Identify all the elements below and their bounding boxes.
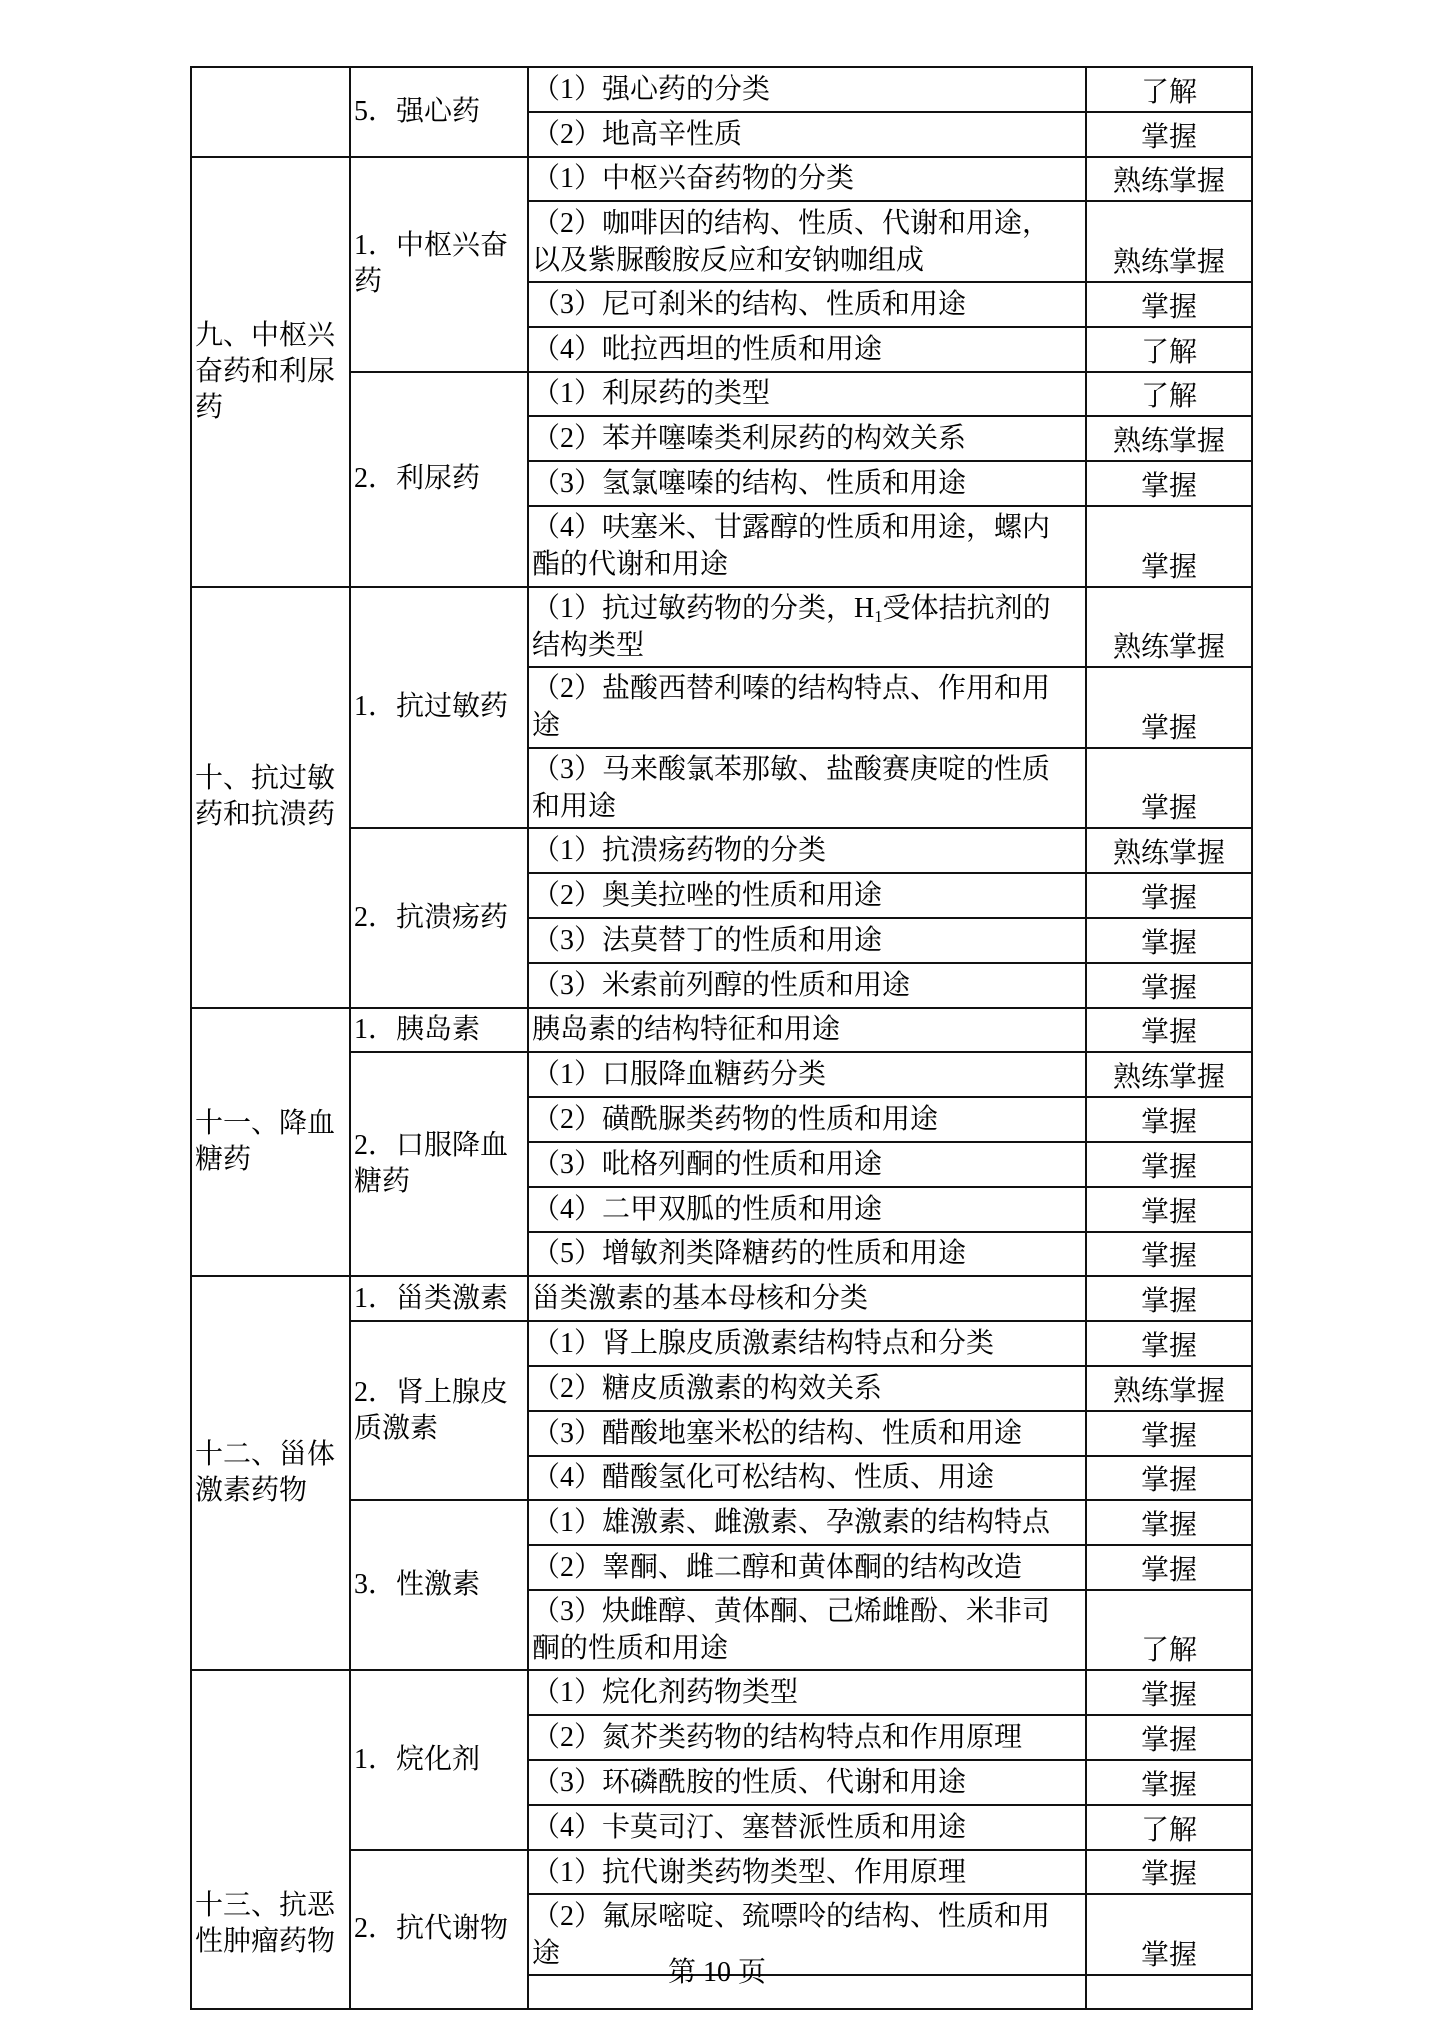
topic-line: （2）睾酮、雌二醇和黄体酮的结构改造 xyxy=(532,1551,1023,1583)
topic-cell xyxy=(528,201,1086,282)
topic-line: 结构类型 xyxy=(532,629,645,661)
subsection-cell xyxy=(350,1670,528,1849)
topic-cell xyxy=(528,1590,1086,1671)
topic-line: （3）炔雌醇、黄体酮、己烯雌酚、米非司 xyxy=(532,1596,1051,1628)
topic-cell xyxy=(528,1366,1086,1411)
subsection-name-line: 2．抗溃疡药 xyxy=(354,901,509,933)
level-cell xyxy=(1086,1142,1252,1187)
topic-line: （3）环磷酰胺的性质、代谢和用途 xyxy=(532,1766,967,1798)
subsection-cell xyxy=(350,67,528,157)
topic-cell xyxy=(528,157,1086,202)
topic-line: （2）苯并噻嗪类利尿药的构效关系 xyxy=(532,423,967,455)
level-cell xyxy=(1086,372,1252,417)
section-cell xyxy=(191,157,350,587)
topic-cell xyxy=(528,587,1086,668)
topic-line: （3）马来酸氯苯那敏、盐酸赛庚啶的性质 xyxy=(532,754,1051,786)
level-cell xyxy=(1086,327,1252,372)
page-number: 第 10 页 xyxy=(667,1957,766,1988)
mastery-level: 掌握 xyxy=(1140,1196,1197,1228)
section-cell xyxy=(191,1008,350,1277)
topic-line: （1）雄激素、雌激素、孕激素的结构特点 xyxy=(532,1507,1051,1539)
topic-line: 甾类激素的基本母核和分类 xyxy=(532,1283,869,1315)
subsection-name-line: 1．烷化剂 xyxy=(354,1744,481,1776)
section-title-line: 十三、抗恶 xyxy=(195,1890,336,1922)
table-row xyxy=(191,157,1252,202)
level-cell xyxy=(1086,1321,1252,1366)
mastery-level: 掌握 xyxy=(1140,1286,1197,1318)
topic-cell xyxy=(528,1760,1086,1805)
mastery-level: 掌握 xyxy=(1140,1330,1197,1362)
mastery-level: 熟练掌握 xyxy=(1112,426,1225,458)
syllabus-table xyxy=(190,66,1253,2010)
topic-cell xyxy=(528,1187,1086,1232)
topic-line: 酮的性质和用途 xyxy=(532,1633,729,1665)
mastery-level: 熟练掌握 xyxy=(1112,1062,1225,1094)
topic-line: （3）氢氯噻嗪的结构、性质和用途 xyxy=(532,468,967,500)
topic-cell xyxy=(528,1232,1086,1277)
mastery-level: 掌握 xyxy=(1140,927,1197,959)
table-row xyxy=(191,1500,1252,1545)
level-cell xyxy=(1086,1097,1252,1142)
level-cell xyxy=(1086,157,1252,202)
section-title-line: 激素药物 xyxy=(195,1475,308,1507)
level-cell xyxy=(1086,1500,1252,1545)
topic-cell xyxy=(528,1276,1086,1321)
subsection-cell xyxy=(350,157,528,372)
level-cell xyxy=(1086,1850,1252,1895)
topic-line: （2）磺酰脲类药物的性质和用途 xyxy=(532,1104,939,1136)
mastery-level: 掌握 xyxy=(1140,1554,1197,1586)
mastery-level: 掌握 xyxy=(1140,1940,1197,1972)
topic-cell xyxy=(528,1052,1086,1097)
topic-line: （2）盐酸西替利嗪的结构特点、作用和用 xyxy=(532,673,1051,705)
mastery-level: 掌握 xyxy=(1140,1725,1197,1757)
level-cell xyxy=(1086,1366,1252,1411)
subsection-cell xyxy=(350,1008,528,1053)
level-cell xyxy=(1086,1715,1252,1760)
mastery-level: 掌握 xyxy=(1140,712,1197,744)
mastery-level: 掌握 xyxy=(1140,291,1197,323)
subsection-name-line: 2．利尿药 xyxy=(354,463,481,495)
level-cell xyxy=(1086,461,1252,506)
mastery-level: 熟练掌握 xyxy=(1112,166,1225,198)
subscript-text: 1 xyxy=(874,606,883,626)
table-row xyxy=(191,1850,1252,1895)
subsection-cell xyxy=(350,1321,528,1500)
subsection-name-line: 1．抗过敏药 xyxy=(354,691,509,723)
topic-line: （2）糖皮质激素的构效关系 xyxy=(532,1372,883,1404)
mastery-level: 掌握 xyxy=(1140,470,1197,502)
topic-line: （2）氟尿嘧啶、巯嘌呤的结构、性质和用 xyxy=(532,1900,1051,1932)
level-cell xyxy=(1086,1545,1252,1590)
level-cell xyxy=(1086,1805,1252,1850)
topic-cell xyxy=(528,1545,1086,1590)
mastery-level: 了解 xyxy=(1140,1814,1197,1846)
level-cell xyxy=(1086,587,1252,668)
table-row xyxy=(191,372,1252,417)
topic-line: 和用途 xyxy=(532,791,617,823)
mastery-level: 掌握 xyxy=(1140,121,1197,153)
level-cell xyxy=(1086,1052,1252,1097)
level-cell xyxy=(1086,1008,1252,1053)
table-row xyxy=(191,828,1252,873)
level-cell xyxy=(1086,1276,1252,1321)
topic-cell xyxy=(528,1670,1086,1715)
mastery-level: 掌握 xyxy=(1140,1106,1197,1138)
topic-line: （1）抗溃疡药物的分类 xyxy=(532,835,827,867)
table-row xyxy=(191,1052,1252,1097)
level-cell xyxy=(1086,918,1252,963)
topic-line: （1）口服降血糖药分类 xyxy=(532,1059,827,1091)
topic-line: 酯的代谢和用途 xyxy=(532,549,729,581)
topic-cell xyxy=(528,1411,1086,1456)
text-segment: 受体拮抗剂的 xyxy=(882,592,1051,624)
subsection-name-line: 2．抗代谢物 xyxy=(354,1913,509,1945)
mastery-level: 掌握 xyxy=(1140,882,1197,914)
subsection-name-line: 质激素 xyxy=(354,1412,439,1444)
topic-line: （2）咖啡因的结构、性质、代谢和用途， xyxy=(532,207,1051,239)
topic-cell xyxy=(528,1142,1086,1187)
syllabus-table-body xyxy=(191,67,1252,2009)
topic-line xyxy=(532,590,1082,627)
level-cell xyxy=(1086,873,1252,918)
section-title-line: 奋药和利尿 xyxy=(195,355,336,387)
section-title-line: 十二、甾体 xyxy=(195,1439,336,1471)
table-row xyxy=(191,1008,1252,1053)
section-cell xyxy=(191,1276,350,1670)
mastery-level: 掌握 xyxy=(1140,1420,1197,1452)
subsection-name-line: 1．中枢兴奋 xyxy=(354,230,509,262)
level-cell xyxy=(1086,828,1252,873)
subsection-cell xyxy=(350,1500,528,1670)
topic-line: （2）奥美拉唑的性质和用途 xyxy=(532,880,883,912)
level-cell xyxy=(1086,1760,1252,1805)
subsection-cell xyxy=(350,1276,528,1321)
level-cell xyxy=(1086,748,1252,829)
table-row xyxy=(191,1276,1252,1321)
level-cell xyxy=(1086,1670,1252,1715)
level-cell xyxy=(1086,416,1252,461)
level-cell xyxy=(1086,282,1252,327)
topic-line: （4）醋酸氢化可松结构、性质、用途 xyxy=(532,1462,995,1494)
topic-line: （2）氮芥类药物的结构特点和作用原理 xyxy=(532,1722,1023,1754)
level-cell xyxy=(1086,1411,1252,1456)
topic-line: 以及紫脲酸胺反应和安钠咖组成 xyxy=(532,244,925,276)
topic-line: （2）地高辛性质 xyxy=(532,118,743,150)
section-title-line: 九、中枢兴 xyxy=(195,319,336,351)
section-title-line: 十一、降血 xyxy=(195,1107,336,1139)
topic-cell xyxy=(528,748,1086,829)
section-cell xyxy=(191,67,350,157)
level-cell xyxy=(1086,1187,1252,1232)
topic-line: （3）法莫替丁的性质和用途 xyxy=(532,924,883,956)
topic-cell xyxy=(528,461,1086,506)
mastery-level: 掌握 xyxy=(1140,972,1197,1004)
mastery-level: 掌握 xyxy=(1140,1680,1197,1712)
level-cell xyxy=(1086,112,1252,157)
subsection-name-line: 药 xyxy=(354,266,383,298)
topic-cell xyxy=(528,1456,1086,1501)
topic-cell xyxy=(528,282,1086,327)
level-cell xyxy=(1086,1456,1252,1501)
topic-cell xyxy=(528,67,1086,112)
topic-cell xyxy=(528,1008,1086,1053)
subsection-name-line: 3．性激素 xyxy=(354,1569,481,1601)
subsection-cell xyxy=(350,372,528,587)
level-cell xyxy=(1086,963,1252,1008)
topic-line: （3）吡格列酮的性质和用途 xyxy=(532,1148,883,1180)
topic-line: （3）米索前列醇的性质和用途 xyxy=(532,969,911,1001)
subsection-name-line: 1．甾类激素 xyxy=(354,1282,509,1314)
mastery-level: 掌握 xyxy=(1140,1859,1197,1891)
topic-cell xyxy=(528,918,1086,963)
topic-cell xyxy=(528,1850,1086,1895)
table-row xyxy=(191,587,1252,668)
subsection-name-line: 1．胰岛素 xyxy=(354,1013,481,1045)
subsection-name-line: 2．肾上腺皮 xyxy=(354,1376,509,1408)
mastery-level: 了解 xyxy=(1140,76,1197,108)
topic-cell xyxy=(528,828,1086,873)
topic-line: （4）吡拉西坦的性质和用途 xyxy=(532,333,883,365)
topic-cell xyxy=(528,372,1086,417)
topic-cell xyxy=(528,1500,1086,1545)
topic-line: （4）二甲双胍的性质和用途 xyxy=(532,1193,883,1225)
mastery-level: 掌握 xyxy=(1140,1241,1197,1273)
topic-line: （4）呋塞米、甘露醇的性质和用途，螺内 xyxy=(532,512,1051,544)
table-row xyxy=(191,67,1252,112)
topic-line: （5）增敏剂类降糖药的性质和用途 xyxy=(532,1238,967,1270)
level-cell xyxy=(1086,1232,1252,1277)
mastery-level: 掌握 xyxy=(1140,551,1197,583)
topic-cell xyxy=(528,667,1086,748)
topic-line: （3）醋酸地塞米松的结构、性质和用途 xyxy=(532,1417,1023,1449)
topic-line: 途 xyxy=(532,710,561,742)
mastery-level: 了解 xyxy=(1140,336,1197,368)
level-cell xyxy=(1086,1590,1252,1671)
topic-line: （1）肾上腺皮质激素结构特点和分类 xyxy=(532,1328,995,1359)
topic-cell xyxy=(528,112,1086,157)
mastery-level: 掌握 xyxy=(1140,1017,1197,1049)
level-cell xyxy=(1086,506,1252,587)
subsection-name-line: 糖药 xyxy=(354,1166,411,1198)
topic-line: （1）利尿药的类型 xyxy=(532,378,771,410)
mastery-level: 掌握 xyxy=(1140,793,1197,825)
topic-line: （1）抗代谢类药物类型、作用原理 xyxy=(532,1856,967,1888)
mastery-level: 了解 xyxy=(1140,1635,1197,1667)
topic-cell xyxy=(528,506,1086,587)
topic-cell xyxy=(528,1715,1086,1760)
mastery-level: 熟练掌握 xyxy=(1112,246,1225,278)
subsection-cell xyxy=(350,1052,528,1276)
mastery-level: 掌握 xyxy=(1140,1465,1197,1497)
topic-cell xyxy=(528,1097,1086,1142)
topic-cell xyxy=(528,1805,1086,1850)
topic-line: （3）尼可刹米的结构、性质和用途 xyxy=(532,288,967,320)
mastery-level: 熟练掌握 xyxy=(1112,838,1225,870)
subsection-name-line: 5．强心药 xyxy=(354,95,481,127)
subsection-cell xyxy=(350,828,528,1007)
subsection-cell xyxy=(350,587,528,829)
topic-line: （1）烷化剂药物类型 xyxy=(532,1677,799,1709)
topic-cell xyxy=(528,1321,1086,1366)
level-cell xyxy=(1086,667,1252,748)
section-title-line: 药和抗溃药 xyxy=(195,799,336,831)
topic-line: 胰岛素的结构特征和用途 xyxy=(532,1014,841,1046)
section-cell xyxy=(191,587,350,1008)
section-title-line: 性肿瘤药物 xyxy=(195,1926,336,1958)
topic-cell xyxy=(528,963,1086,1008)
topic-cell xyxy=(528,416,1086,461)
section-title-line: 十、抗过敏 xyxy=(195,763,336,795)
mastery-level: 熟练掌握 xyxy=(1112,1375,1225,1407)
topic-cell xyxy=(528,873,1086,918)
section-title-line: 药 xyxy=(195,391,224,423)
topic-cell xyxy=(528,327,1086,372)
topic-line: （4）卡莫司汀、塞替派性质和用途 xyxy=(532,1811,967,1843)
section-title-line: 糖药 xyxy=(195,1143,252,1175)
mastery-level: 了解 xyxy=(1140,381,1197,413)
text-segment: （1）抗过敏药物的分类，H xyxy=(532,592,875,624)
level-cell xyxy=(1086,201,1252,282)
level-cell xyxy=(1086,67,1252,112)
mastery-level: 掌握 xyxy=(1140,1151,1197,1183)
mastery-level: 熟练掌握 xyxy=(1112,632,1225,664)
table-row xyxy=(191,1670,1252,1715)
table-row xyxy=(191,1321,1252,1366)
mastery-level: 掌握 xyxy=(1140,1510,1197,1542)
mastery-level: 掌握 xyxy=(1140,1769,1197,1801)
topic-line: （1）强心药的分类 xyxy=(532,73,771,105)
topic-line: （1）中枢兴奋药物的分类 xyxy=(532,163,855,195)
subsection-name-line: 2．口服降血 xyxy=(354,1130,509,1162)
topic-line: 途 xyxy=(532,1937,561,1969)
